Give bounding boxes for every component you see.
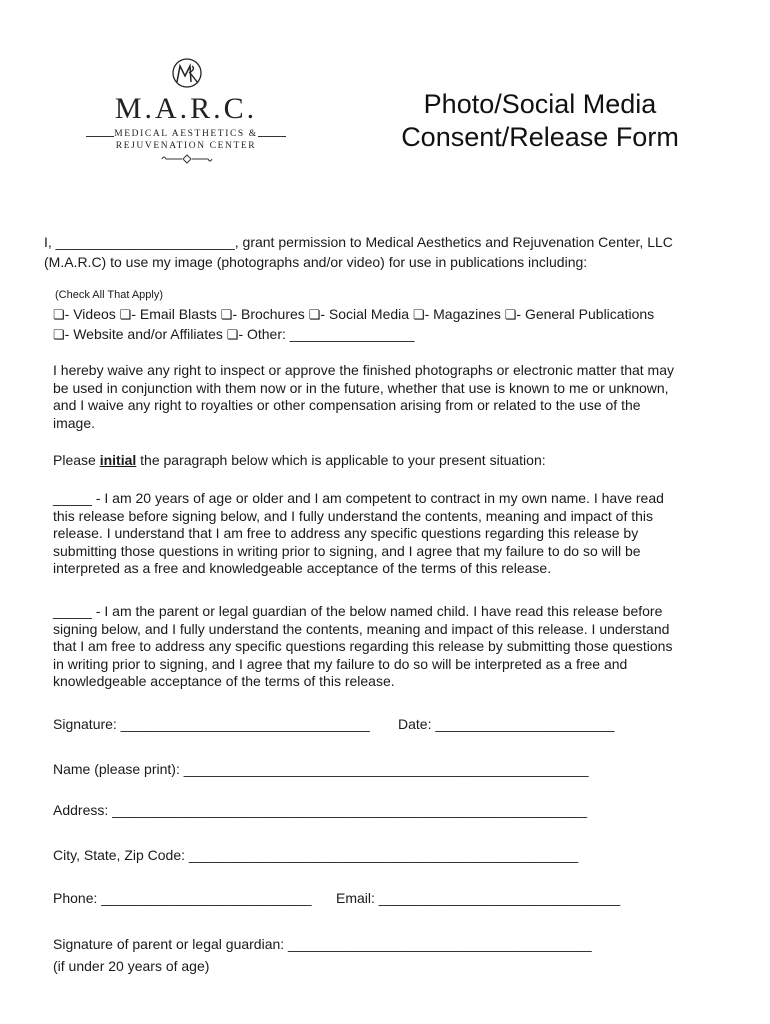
adult-line: this release before signing below, and I fully understand the contents, meaning and impact of this — [53, 507, 654, 524]
adult-line: submitting those questions in writing prior to signing, and I agree that my failure to do so will be — [53, 542, 641, 559]
other-checkbox[interactable]: ❏ — [226, 327, 239, 342]
option-videos: - Videos — [64, 306, 116, 322]
option-general-publications: - General Publications — [516, 306, 655, 322]
initial-instruction — [53, 451, 546, 469]
adult-line: release. I understand that I am free to address any specific questions regarding this release by — [53, 525, 639, 541]
options-row-1 — [53, 305, 654, 323]
guardian-line: knowledgeable acceptance of the terms of this release. — [53, 673, 395, 689]
email-blasts-checkbox[interactable]: ❏ — [119, 307, 132, 322]
mr-monogram-icon — [170, 56, 204, 92]
guardian-line: in writing prior to signing, and I agree that my failure to do so will be interpreted as a free and — [53, 655, 628, 672]
general-publications-checkbox[interactable]: ❏ — [504, 307, 517, 322]
option-website: - Website and/or Affiliates — [64, 326, 223, 342]
guardian-paragraph — [53, 603, 672, 691]
date-field[interactable]: Date: _______________________ — [398, 716, 615, 732]
email-field[interactable]: Email: _______________________________ — [336, 890, 621, 906]
adult-paragraph — [53, 490, 664, 578]
intro-line-2: (M.A.R.C) to use my image (photographs and/or video) for use in publications including: — [44, 254, 588, 270]
adult-line: interpreted as a free and knowledgeable acceptance of the terms of this release. — [53, 560, 552, 576]
city-state-zip-field[interactable]: City, State, Zip Code: __________________________________________________ — [53, 847, 579, 863]
option-brochures: - Brochures — [232, 306, 305, 322]
guardian-line: signing below, and I fully understand the contents, meaning and impact of this release. I understand — [53, 620, 670, 637]
address-field[interactable]: Address: _____________________________________________________________ — [53, 802, 588, 818]
website-checkbox[interactable]: ❏ — [53, 327, 65, 342]
waiver-line: and I waive any right to royalties or other compensation arising from or related to the use of the — [53, 397, 641, 413]
option-magazines: - Magazines — [424, 306, 501, 322]
instruction-suffix: the paragraph below which is applicable to your present situation: — [136, 452, 546, 468]
adult-line: _____ - I am 20 years of age or older and I am competent to contract in my own name. I have read — [53, 490, 664, 506]
brochures-checkbox[interactable]: ❏ — [220, 307, 233, 322]
waiver-paragraph — [53, 362, 674, 432]
social-media-checkbox[interactable]: ❏ — [308, 307, 321, 322]
instruction-prefix: Please — [53, 452, 100, 468]
initial-emphasis: initial — [99, 452, 137, 468]
option-email-blasts: - Email Blasts — [131, 306, 217, 322]
guardian-note: (if under 20 years of age) — [53, 958, 210, 974]
options-row-2 — [53, 325, 414, 343]
guardian-line: _____ - I am the parent or legal guardian of the below named child. I have read this release before — [53, 603, 663, 619]
guardian-line: that I am free to address any specific questions regarding this release by submitting those questions — [53, 638, 673, 654]
title-line-1: Photo/Social Media — [423, 89, 657, 119]
waiver-line: image. — [53, 414, 96, 431]
check-all-label: (Check All That Apply) — [55, 289, 164, 301]
signature-field[interactable]: Signature: ________________________________ — [53, 716, 370, 732]
magazines-checkbox[interactable]: ❏ — [412, 307, 425, 322]
phone-field[interactable]: Phone: ___________________________ — [53, 890, 312, 906]
logo-subtitle-line-2: REJUVENATION CENTER — [115, 141, 257, 151]
title-line-2: Consent/Release Form — [401, 122, 679, 152]
form-title — [380, 88, 700, 154]
marc-logo — [86, 52, 286, 172]
waiver-line: be used in conjunction with them now or in the future, whether that use is known to me or unknown, — [53, 379, 669, 396]
name-field[interactable]: Name (please print): ____________________________________________________ — [53, 761, 589, 777]
guardian-signature-field[interactable]: Signature of parent or legal guardian: _______________________________________ — [53, 936, 592, 952]
option-other: - Other: ________________ — [238, 326, 415, 342]
flourish-icon — [160, 154, 214, 164]
intro-line-1: I, _______________________, grant permission to Medical Aesthetics and Rejuvenation Center, LLC — [44, 234, 673, 250]
logo-subtitle-line-1: MEDICAL AESTHETICS & — [114, 129, 258, 139]
option-social-media: - Social Media — [320, 306, 410, 322]
logo-name: M.A.R.C. — [114, 92, 258, 125]
videos-checkbox[interactable]: ❏ — [53, 307, 65, 322]
waiver-line: I hereby waive any right to inspect or approve the finished photographs or electronic matter that may — [53, 362, 675, 378]
